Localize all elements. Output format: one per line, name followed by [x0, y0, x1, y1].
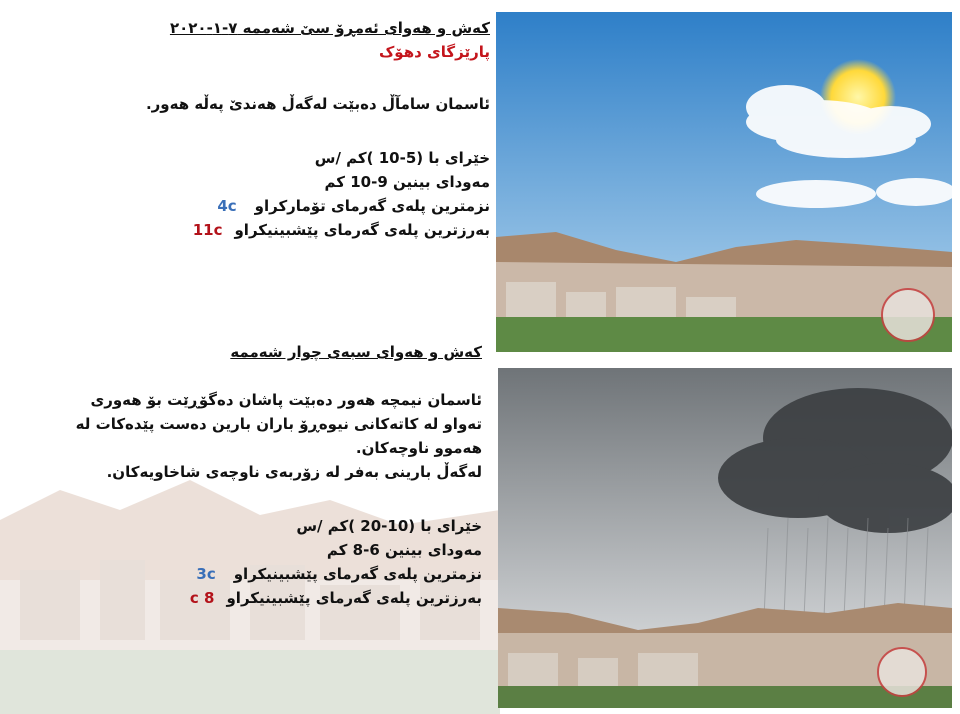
sunny-weather-photo: [496, 12, 952, 352]
tomorrow-min-temp-row: [42, 562, 482, 586]
tomorrow-title: کەش و هەوای سبەی چوار شەممە: [230, 343, 482, 361]
tomorrow-forecast: [42, 340, 482, 610]
tomorrow-desc-line2: تەواو لە کاتەکانی نیوەڕۆ باران بارین دەست پێدەکات لە: [75, 415, 482, 433]
today-max-temp-row: [70, 218, 490, 242]
rainy-weather-photo: [498, 368, 952, 708]
logo-icon: [878, 648, 926, 696]
tomorrow-desc-line4: لەگەڵ بارینی بەفر لە زۆربەی ناوچەی شاخاویەکان.: [106, 463, 482, 481]
today-forecast: [70, 16, 490, 242]
today-visibility: مەودای بینین 9-10 کم: [324, 173, 490, 191]
tomorrow-wind: خێرای با (10-20 )کم /س: [296, 517, 482, 535]
tomorrow-max-temp-row: [42, 586, 482, 610]
tomorrow-desc-line3: هەموو ناوچەکان.: [355, 439, 482, 457]
tomorrow-min-value: 3c: [196, 565, 216, 583]
today-max-label: بەرزترین پلەی گەرمای پێشبینیکراو: [234, 221, 490, 239]
tomorrow-min-label: نزمترین پلەی گەرمای پێشبینیکراو: [233, 565, 482, 583]
tomorrow-max-label: بەرزترین پلەی گەرمای پێشبینیکراو: [226, 589, 482, 607]
logo-icon: [882, 289, 934, 341]
tomorrow-desc-line1: ئاسمان نیمچە هەور دەبێت پاشان دەگۆڕێت بۆ هەوری: [90, 391, 482, 409]
today-max-value: 11c: [192, 221, 223, 239]
province-name: پارێزگای دهۆک: [378, 43, 490, 61]
today-min-temp-row: [70, 194, 490, 218]
today-min-label: نزمترین پلەی گەرمای تۆمارکراو: [254, 197, 490, 215]
today-min-value: 4c: [217, 197, 237, 215]
tomorrow-visibility: مەودای بینین 6-8 کم: [326, 541, 482, 559]
today-wind: خێرای با (5-10 )کم /س: [314, 149, 490, 167]
tomorrow-max-value: 8 c: [189, 589, 215, 607]
today-title: کەش و هەوای ئەمڕۆ سێ شەممە ٧-١-٢٠٢٠: [169, 19, 490, 37]
today-description: ئاسمان سامآڵ دەبێت لەگەڵ هەندێ پەڵە هەور.: [145, 95, 490, 113]
